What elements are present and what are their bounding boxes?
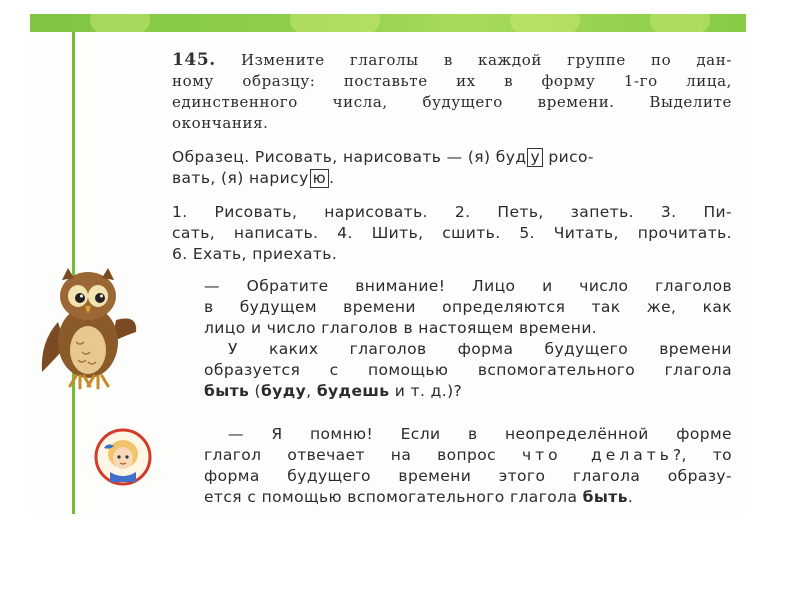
ending-box: у	[527, 148, 543, 167]
sample-block	[172, 147, 732, 189]
instruction-line-1	[172, 50, 732, 71]
girl-badge-icon	[94, 428, 152, 486]
owl-mascot-icon	[38, 262, 138, 392]
word-byt: быть	[582, 488, 628, 506]
banner-decoration	[290, 14, 380, 32]
exercise-number: 145.	[172, 50, 216, 70]
girl-note-line	[204, 487, 732, 508]
top-banner	[30, 14, 746, 32]
sample-text: вать, (я) нарису	[172, 169, 309, 187]
word-budesh: будешь	[316, 382, 390, 400]
punctuation: .	[627, 488, 634, 506]
instruction-line-3: единственного числа, будущего времени. Выделите	[172, 93, 732, 111]
owl-note-line: лицо и число глаголов в настоящем времени.	[204, 319, 598, 337]
sample-text: Образец. Рисовать, нарисовать — (я) буд	[172, 148, 527, 166]
question-phrase: что делать	[521, 446, 673, 464]
girl-note-text: ?, то	[672, 446, 733, 464]
girl-note-line	[204, 445, 732, 466]
banner-decoration	[90, 14, 150, 32]
instruction-text: Измените глаголы в каждой группе по дан-	[240, 51, 732, 69]
owl-note-line: — Обратите внимание! Лицо и число глаголов	[204, 277, 732, 295]
girl-note	[204, 424, 732, 508]
punctuation: и т. д.)?	[389, 382, 463, 400]
ending-box: ю	[310, 169, 329, 188]
owl-note	[204, 276, 732, 402]
punctuation: ,	[306, 382, 317, 400]
instruction-line-4: окончания.	[172, 114, 269, 132]
girl-note-line: — Я помню! Если в неопределённой форме	[228, 425, 732, 443]
owl-question-line: У каких глаголов форма будущего времени	[228, 340, 732, 358]
sample-text: .	[329, 169, 335, 187]
sample-line-2	[172, 168, 732, 189]
banner-decoration	[650, 14, 710, 32]
exercise-instruction	[172, 50, 732, 134]
girl-note-text: глагол отвечает на вопрос	[204, 446, 522, 464]
owl-question-last-line	[204, 381, 732, 402]
word-list-line: 1. Рисовать, нарисовать. 2. Петь, запеть. 3. Пи-	[172, 203, 732, 221]
sample-line-1	[172, 147, 732, 168]
girl-note-line: форма будущего времени этого глагола образу-	[204, 467, 732, 485]
word-list-line: сать, написать. 4. Шить, сшить. 5. Читать, прочитать.	[172, 224, 732, 242]
owl-note-line: в будущем времени определяются так же, как	[204, 298, 732, 316]
sample-text: рисо-	[543, 148, 594, 166]
punctuation: (	[249, 382, 262, 400]
word-budu: буду	[261, 382, 307, 400]
instruction-line-2: ному образцу: поставьте их в форму 1-го лица,	[172, 72, 732, 90]
banner-decoration	[510, 14, 580, 32]
word-list	[172, 202, 732, 265]
owl-question-line: образуется с помощью вспомогательного глагола	[204, 361, 732, 379]
word-list-line: 6. Ехать, приехать.	[172, 245, 338, 263]
word-byt: быть	[204, 382, 250, 400]
girl-note-text: ется с помощью вспомогательного глагола	[204, 488, 583, 506]
